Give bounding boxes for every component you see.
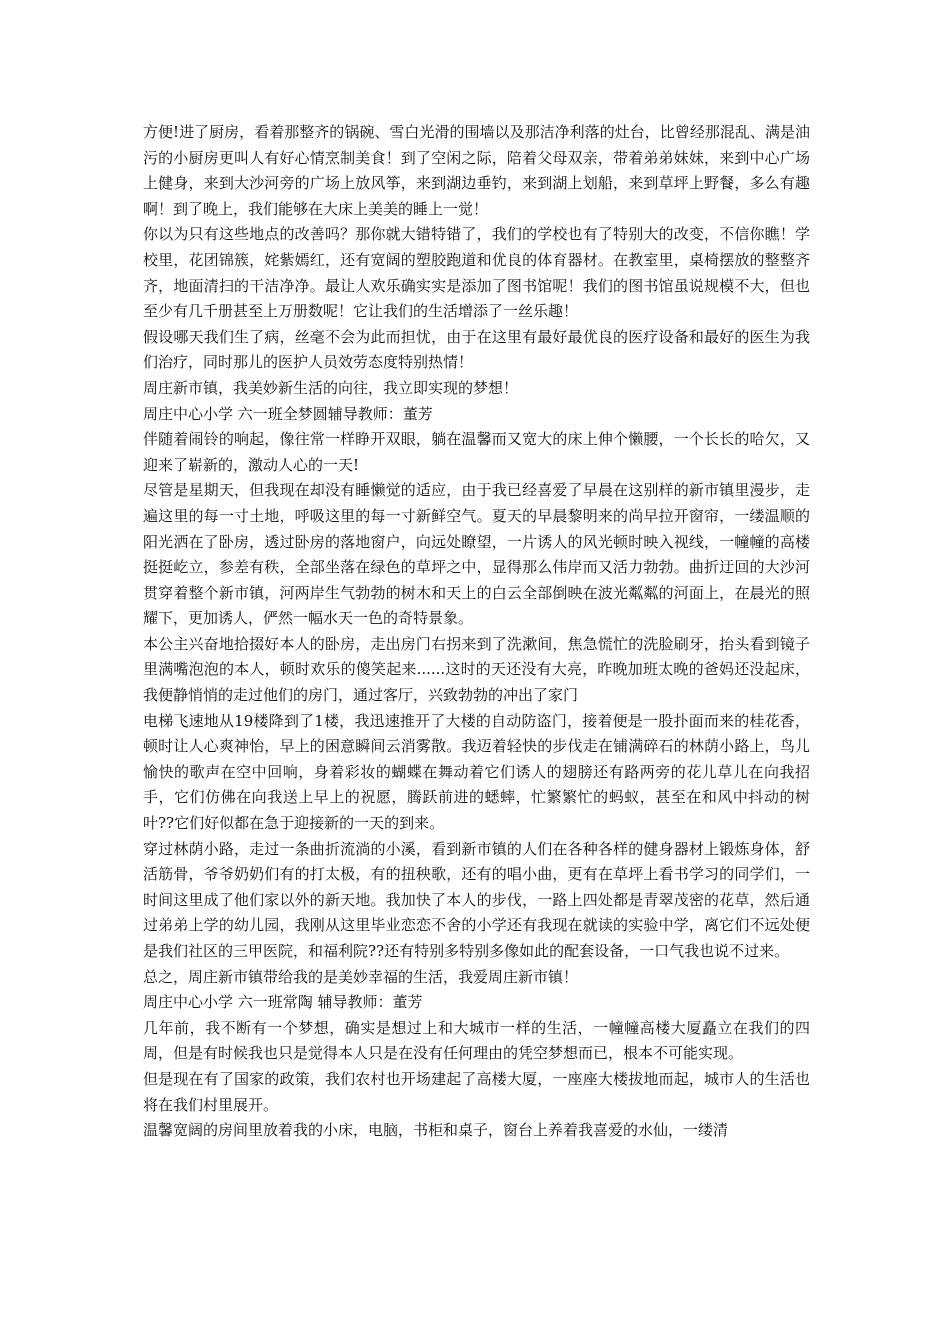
- paragraph-dream-years-ago: 几年前，我不断有一个梦想，确实是想过上和大城市一样的生活，一幢幢高楼大厦矗立在我们的四周，但是有时候我也只是觉得本人只是在没有任何理由的凭空梦想而已，根本不可能实现。: [143, 1018, 810, 1063]
- author-line-2: 周庄中心小学 六一班常陶 辅导教师：董芳: [143, 993, 423, 1012]
- paragraph-conclusion: 总之，周庄新市镇带给我的是美妙幸福的生活，我爱周庄新市镇！: [143, 967, 579, 986]
- paragraph-kitchen-park: 方便!进了厨房，看着那整齐的锅碗、雪白光滑的围墙以及那洁净利落的灶台，比曾经那混乱、满是油污的小厨房更叫人有好心情烹制美食！到了空闲之际，陪着父母双亲，带着弟弟妹妹，来到中心广场上健身，来到大沙河旁的广场上放风筝，来到湖边垂钓，来到湖上划船，来到草坪上野餐，多么有趣啊！到了晚上，我们能够在大床上美美的睡上一觉！: [143, 123, 810, 218]
- paragraph-elevator-path: 电梯飞速地从19楼降到了1楼，我迅速推开了大楼的自动防盗门，接着便是一股扑面而来的桂花香，顿时让人心爽神怡，早上的困意瞬间云消雾散。我迈着轻快的步伐走在铺满碎石的林荫小路上，鸟儿愉快的歌声在空中回响，身着彩妆的蝴蝶在舞动着它们诱人的翅膀还有路两旁的花儿草儿在向我招手，它们仿佛在向我送上早上的祝愿，腾跃前进的蟋蟀，忙繁繁忙的蚂蚁，甚至在和风中抖动的树叶??它们好似都在急于迎接新的一天的到来。: [143, 711, 810, 833]
- document-page: [143, 120, 810, 1144]
- paragraph-room: 温馨宽阔的房间里放着我的小床，电脑，书柜和桌子，窗台上养着我喜爱的水仙，一缕清: [143, 1121, 729, 1140]
- paragraph-sunday-scenery: 尽管是星期天，但我现在却没有睡懒觉的适应，由于我已经喜爱了早晨在这别样的新市镇里漫步，走遍这里的每一寸土地，呼吸这里的每一寸新鲜空气。夏天的早晨黎明来的尚早拉开窗帘，一缕温顺的阳光洒在了卧房，透过卧房的落地窗户，向远处瞭望，一片诱人的风光顿时映入视线，一幢幢的高楼挺挺屹立，参差有秩，全部坐落在绿色的草坪之中，显得那么伟岸而又活力勃勃。曲折迂回的大沙河贯穿着整个新市镇，河两岸生气勃勃的树木和天上的白云全部倒映在波光粼粼的河面上，在晨光的照耀下，更加诱人，俨然一幅水天一色的奇特景象。: [143, 481, 810, 628]
- paragraph-fitness-town: 穿过林荫小路，走过一条曲折流淌的小溪，看到新市镇的人们在各种各样的健身器材上锻炼身体，舒活筋骨，爷爷奶奶们有的打太极，有的扭秧歌，还有的唱小曲，更有在草坪上看书学习的同学们，一时间这里成了他们家以外的新天地。我加快了本人的步伐，一路上四处都是青翠茂密的花草，然后通过弟弟上学的幼儿园，我刚从这里毕业恋恋不舍的小学还有我现在就读的实验中学，离它们不远处便是我们社区的三甲医院，和福利院??还有特别多特别多像如此的配套设备，一口气我也说不过来。: [143, 839, 810, 960]
- paragraph-dream-summary: 周庄新市镇，我美妙新生活的向往，我立即实现的梦想！: [143, 378, 519, 397]
- paragraph-hospital: 假设哪天我们生了病，丝毫不会为此而担忧，由于在这里有最好最优良的医疗设备和最好的医生为我们治疗，同时那儿的医护人员效劳态度特别热情！: [143, 327, 810, 372]
- paragraph-alarm-morning: 伴随着闹铃的响起，像往常一样睁开双眼，躺在温馨而又宽大的床上伸个懒腰，一个长长的哈欠，又迎来了崭新的，激动人心的一天!: [143, 430, 810, 474]
- paragraph-national-policy: 但是现在有了国家的政策，我们农村也开场建起了高楼大厦，一座座大楼拔地而起，城市人的生活也将在我们村里展开。: [143, 1069, 810, 1114]
- author-line-1: 周庄中心小学 六一班全梦圆辅导教师：董芳: [143, 404, 433, 423]
- paragraph-bedroom-wash: 本公主兴奋地拾掇好本人的卧房，走出房门右拐来到了洗漱间，焦急慌忙的洗脸刷牙，抬头看到镜子里满嘴泡泡的本人，顿时欢乐的傻笑起来......这时的天还没有大亮，昨晚加班太晚的爸妈还没起床，我便静悄悄的走过他们的房门，通过客厅，兴致勃勃的冲出了家门: [143, 634, 810, 705]
- paragraph-school-library: 你以为只有这些地点的改善吗？那你就大错特错了，我们的学校也有了特别大的改变，不信你瞧！学校里，花团锦簇，姹紫嫣红，还有宽阔的塑胶跑道和优良的体育器材。在教室里，桌椅摆放的整整齐齐，地面清扫的干洁净净。最让人欢乐确实实是添加了图书馆呢！我们的图书馆虽说规模不大，但也至少有几千册甚至上万册数呢！它让我们的生活增添了一丝乐趣！: [143, 225, 810, 321]
